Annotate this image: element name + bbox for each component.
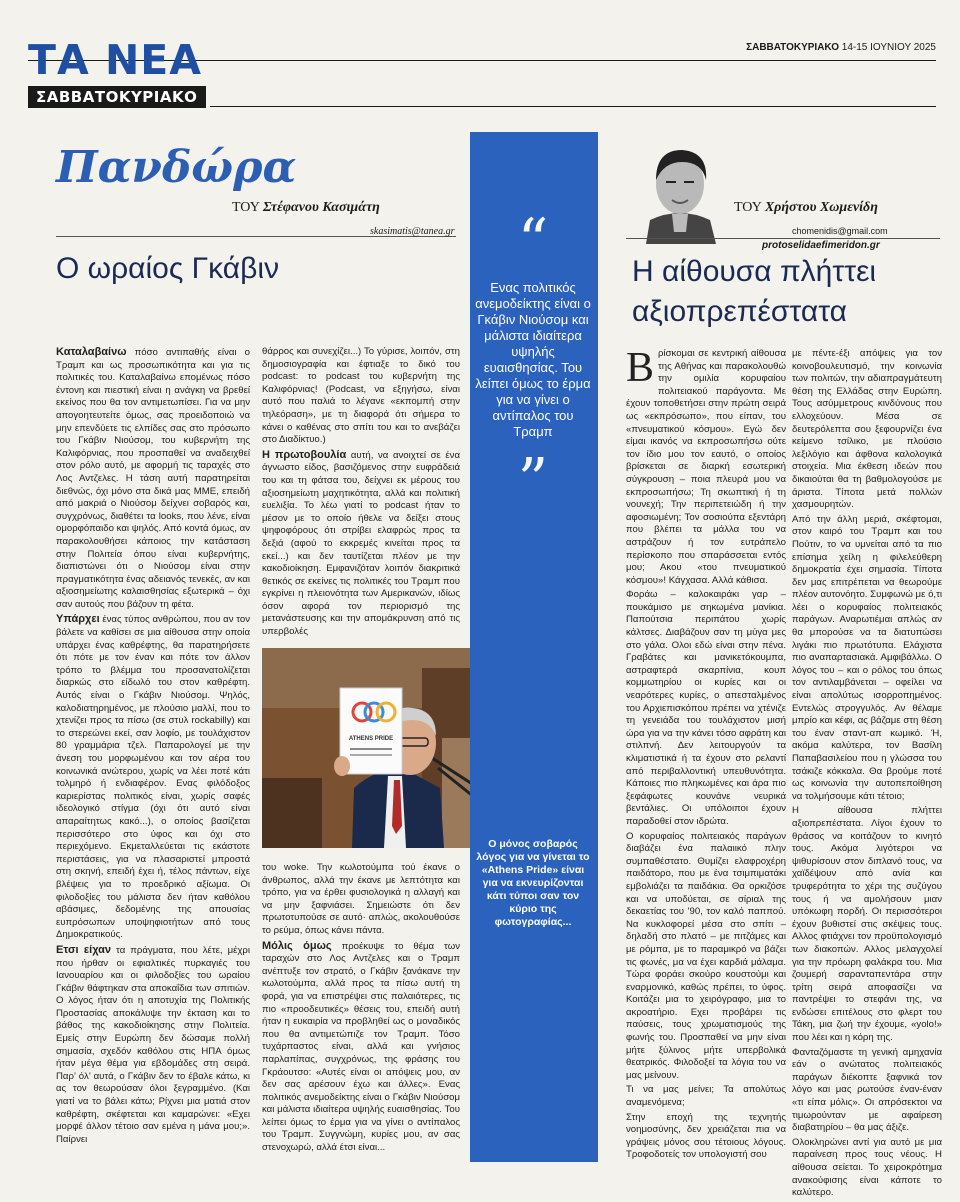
right-paragraph — [792, 805, 942, 1044]
paragraph-text: Φοράω – καλοκαιράκι γαρ – πουκάμισο με σηκωμένα μανίκια. Παπούτσια περιπάτου χωρίς κάλτσες. Διαβάζουν σαν τη μύγα μες στο γάλα. Ολοι εδώ είναι στην πένα. Γραβάτες και μανικετόκουμπα, αστραφτερά σκαρπίνια, κουπ κομμωτηρίου οι κυρίες και οι νεαρότερες κυρίες, ο απεσταλμένος του Αρχιεπισκόπου πρέπει να χτένιζε τη γενειάδα του τουλάχιστον μισή ώρα για να την κάνει τόσο αφράτη και στιλπνή. Δεν λειτουργούν τα κλιματιστικά ή τα έχουν στο ρελαντί από περιβαλλοντική υπευθυνότητα. Κάποιες πιο πληκωμένες και άρα πιο ξεφάφωτες κουνάνε νευρικά βεντάλιες. Οι υπόλοιποι έχουν παραδοθεί στον ιδρώτα. — [626, 589, 786, 827]
left-paragraph — [56, 944, 250, 1147]
right-paragraph — [792, 348, 942, 512]
article-photo — [262, 648, 494, 848]
paragraph-lead: Ετσι είχαν — [56, 943, 112, 956]
left-author-email[interactable]: skasimatis@tanea.gr — [370, 226, 455, 237]
paragraph-text: με πέντε-έξι απόψεις για τον κοινοβουλευτισμό, την κοινωνία των πολιτών, την αδιαπραγμάτευτη θέση της Ελλάδας στην Ευρώπη. Τους ασύμμετρους κινδύνους που ελλοχεύουν. Μέσα σε δευτερόλεπτα σου ξεφουρνίζει ένα κείμενο τσίλικο, με πλούσιο λεξιλόγιο και άφθονα καλολογικά στοιχεία. Μια έκθεση ιδεών που δικαιούται θα τη βαθμολογούσε με άριστα. Τίποτα μετά πολλών χασμουρητών. — [792, 348, 942, 511]
right-paragraph — [792, 514, 942, 804]
paragraph-text: Ο κορυφαίος πολιτειακός παράγων διαβάζει ένα παλαιικό πλην συμπαθέστατο. Θυμίζει ελαφροχέρη παιδάτορο, που με ένα τσιμπιματάκι εμβολιάζει τα παιδάκια. Θα ορκιζόσε και να υποδύεται, σε σίριαλ της δεκαετίας του '90, τον καλό παππού. Να κυκλοφορεί μέσα στο σπίτι – δηλαδή στο πλατό – με πιτζάμες και με ρόμπα, με το παραμικρό να βάζει τις φωνές, μα να έχει καρδιά μάλαμα. Τώρα φοράει σκούρο κουστούμι και εναρμονικό, καθώς πρέπει, το ύφος. Κοιτάζει μια το χειρόγραφο, μια το ακροατήριο. Εχει προβάρει τις παύσεις, τους χρωματισμούς της φωνής του. Προσπαθεί να μην είναι μήτε ξύλινος μήτε υπερβολικά θεατρικός. Φιλοδοξεί τα λόγια του να μας μείνουν. — [626, 830, 786, 1081]
left-byline-prefix: ΤΟΥ — [232, 200, 260, 215]
paragraph-lead: Καταλαβαίνω — [56, 346, 127, 358]
left-article-column-1 — [56, 346, 251, 1145]
right-article-column-1 — [626, 345, 786, 1161]
right-byline — [734, 200, 878, 216]
author-portrait — [626, 136, 734, 244]
right-paragraph — [626, 1084, 786, 1109]
left-article-column-2 — [262, 346, 460, 646]
newspaper-logo[interactable]: ΤΑ ΝΕΑ — [28, 36, 203, 84]
pullquote — [474, 206, 592, 516]
open-quote-icon: “ — [517, 206, 549, 276]
paragraph-text: θάρρος και συνεχίζει...) Το γύρισε, λοιπόν, στη δημοσιογραφία και έφτιαξε το δικό του podcast: το podcast του κυβερνήτη της Καλιφόρνιας! (Podcast, να εξηγήσω, είναι αυτό που παλιά το λέγανε «εκπομπή στην τηλεόραση», με τη διαφορά ότι σήμερα το κάνει ο καθένας στο σπίτι του και το ανεβάζει στο Διαδίκτυο.) — [262, 346, 460, 446]
edition-label: ΣΑΒΒΑΤΟΚΥΡΙΑΚΟ — [28, 86, 206, 108]
pullquote-text: Ενας πολιτικός ανεμοδείκτης είναι ο Γκάβιν Νιούσομ και μάλιστα ιδιαίτερα υψηλής ευαισθησίας. Του λείπει όμως το έρμα για να γίνει ο αντίπαλος του Τραμπ — [475, 280, 591, 439]
paragraph-text: Από την άλλη μεριά, σκέφτομαι, στον καιρό του Τραμπ και του Πούτιν, το να υμνείται από τα πιο επίσημα χείλη η φιλελεύθερη δημοκρατία έχει σημασία. Τίποτα δεν μας επιτρέπεται να θεωρούμε πλέον αυτονόητο. Συμφωνώ με ό,τι λέει ο κορυφαίος πολιτειακός παράγων. Αναρωτιέμαι απλώς αν θα μπορούσε να τα διατυπώσει λιγάκι πιο πρωτότυπα. Ελάχιστα πιο αναπαρτασιακά. Αμφιβάλλω. Ο λόγος του – και ο ρόλος του όπως τον αντιλαμβάνεται – οφείλει να είναι απολύτως ισορροπημένος. Εντελώς στρογγυλός. Αν θέλαμε μπρίο και κέφι, ας βάζαμε στη θέση του έναν σταντ-απ κωμικό. Ή, ακόμα καλύτερα, τον Βασίλη Παπαβασιλείου που η γλώσσα του τσάκιζε κόκκαλα. Θα βρούμε ποτέ ως κοινωνία την αυτοπεποίθηση να τολμήσουμε κάτι τέτοιο; — [792, 513, 942, 802]
left-paragraph — [56, 613, 250, 941]
paragraph-text: Στην εποχή της τεχνητής νοημοσύνης, δεν χρειάζεται πια να γράψεις μόνος σου τέτοιους λόγους. Τροφοδοτείς τον υπολογιστή σου — [626, 1111, 786, 1161]
right-paragraph — [626, 589, 786, 828]
column-kicker: Πανδώρα — [56, 142, 297, 193]
paragraph-text: του woke. Την κωλοτούμπα τού έκανε ο άνθρωπος, αλλά την έκανε με λεπτότητα και τρόπο, για να έρθει φυσιολογικά η αλλαγή και να μην ξαφνιάσει. Σημειώστε ότι δεν πρωτοτυπούσε σε αυτό· απλώς, ακολουθούσε το ρεύμα, όπως κάνει πάντα. — [262, 862, 460, 936]
paragraph-text: αυτή, να ανοιχτεί σε ένα άγνωστο είδος, βασιζόμενος στην ευφράδειά του και τη φάτσα του, δείχνει εκ μέρους του αξιοσημείωτη μαχητικότητα, αλλά και πολιτική ευελιξία. Το λέω γιατί το podcast ήταν το μέσον με το οποίο ήθελε να δείξει στους ψηφοφόρους ότι στρίβει ελαφρώς προς τα δεξιά (αφού το εκκρεμές κινείται προς τα εκεί...) και δεν ταυτίζεται πλέον με την κακοδιοίκηση. Εμφανιζόταν λοιπόν διακριτικά θετικός σε εκείνες τις πολιτικές του Τραμπ που εγκρίνει η πλειονότητα των Αμερικανών, ιδίως όσον αφορά τον περιορισμό της μετανάστευσης και την απομάκρυνση από τις υπερβολές — [262, 449, 460, 638]
paragraph-text: προέκυψε το θέμα των ταραχών στο Λος Αντζελες και ο Τραμπ ανέπτυξε τον στρατό, ο Γκάβιν ξανάκανε την κωλοτούμπα, αλλά προς τα πίσω αυτή τη φορά, για να επιστρέψει στις παλαιότερες, τις πιο «προοδευτικές» θέσεις του, επειδή αυτή ήταν η ευκαιρία να προβληθεί ως ο μοναδικός που θα αντιμετώπιζε τον Τραμπ. Τόσο τυχάρπαστος είναι, αλλά και γνήσιος παρλαπίπας, συγχρόνως, της φράσης του Γκράουτσο: «Αυτές είναι οι απόψεις μου, αν δεν σας αρέσουν έχω και άλλες». Ενας πολιτικός ανεμοδείκτης είναι ο Γκάβιν Νιούσομ και μάλιστα ιδιαίτερα υψηλής ευαισθησίας. Του λείπει όμως το έρμα για να γίνει ο αντίπαλος του Τραμπ. Συγγνώμη, κυρίες μου, αν σας στενοχωρώ, αλλά έτσι είναι... — [262, 940, 460, 1154]
right-author-email[interactable]: chomenidis@gmail.com — [792, 226, 888, 236]
paragraph-text: Η αίθουσα πλήττει αξιοπρεπέστατα. Λίγοι έχουν το θράσος να κοιτάζουν το κινητό τους. Ακόμα λιγότεροι να ψιθυρίσουν στον διπλανό τους, να χαϊδέψουν από ανία και τρυφερότητα το χέρι της συζύγου τους ή να αμολήσουν μιαν υπόκωφη πορδή. Οι περισσότεροι έχουν βυθιστεί στις σκέψεις τους. Αλλος φτιάχνει τον προϋπολογισμό των διακοπών. Αλλος μελαγχολεί για την πρόωρη φαλάκρα του. Μια ζουμερή σαρανταπεντάρα στην τρίτη σειρά αποφασίζει να παντρέψει το στεφάνι της, να ενδώσει επιτέλους στο φλερτ του Τάκη, μια ζωή την έχουμε, «yolo!» που λέει και η κόρη της. — [792, 805, 942, 1044]
issue-date-label: ΣΑΒΒΑΤΟΚΥΡΙΑΚΟ — [746, 42, 839, 53]
right-author: Χρήστου Χωμενίδη — [764, 200, 878, 215]
paragraph-text: ρίσκομαι σε κεντρική αίθουσα της Αθήνας και παρακολουθώ την ομιλία κορυφαίου πολιτειακού παράγοντα. Με έχουν τοποθετήσει στην πρώτη σειρά ως «εκπρόσωπο», που είπαν, του «πνευματικού κόσμου». Εγώ δεν είμαι ικανός να εκπροσωπήσω ούτε τον ίδιο μου τον εαυτό, ο οποίος βρίσκεται σε διαρκή εσωτερική σύγκρουση – ποια πλευρά μου να εκπροσωπήσω; Τη σκωπτική ή τη νουνεχή; Την περιπετειώδη ή την αφοσιωμένη; Τον σοσιούπα εξεντάρη που βλέπει τα μάλλα του να αστράζουν ή τον ευτράπελο περίσκοπο που σπαράσσεται εντός μου; Ακου «του πνευματικού κόσμου»! Κάγχασα. Αλλά κάθισα. — [626, 348, 786, 586]
paragraph-text: τα πράγματα, που λέτε, μέχρι που ήρθαν οι εφιαλτικές πυρκαγιές του Ιανουαρίου και οι φιλοδοξίες του ωραίου Γκάβιν θάφτηκαν στα αποκαΐδια των σπιτιών. Ο λόγος ήταν ότι η αποτυχία της Πολιτικής Προστασίας αποκάλυψε την έκταση και το βάθος της κακοδιοίκησης στην Πολιτεία. Εμείς στην Ευρώπη δεν δώσαμε πολλή σημασία, σχεδόν καθόλου στις ΗΠΑ όμως ήταν μέγα θέμα για εβδομάδες στη σειρά. Παρ’ όλ’ αυτά, ο Γκάβιν δεν το έβαλε κάτω, κι ας τον θεωρούσαν όλοι ξεγραμμένο. (Και γιατί να το βάλει κάτω; Ρίχνει μια ματιά στον καθρέφτη, σκέφτεται και καμαρώνει: «Εχει μορφέ άλλον τέτοιο σαν εμένα η μάνα μου;». Παίρνει — [56, 944, 251, 1145]
photo-sign-text: ATHENS PRIDE — [348, 736, 394, 742]
right-author-site[interactable]: protoselidaefimeridon.gr — [762, 240, 880, 251]
left-byline — [232, 200, 380, 216]
right-article-column-2 — [792, 348, 942, 1199]
paragraph-text: Φανταζόμαστε τη γενική αμηχανία εάν ο ανώτατος πολιτειακός παράγων διέκοπτε ξαφνικά τον λόγο και μας ρωτούσε έναν-έναν «τι είπα μόλις». Οι απρόσεκτοι να τιμωρούνταν με αφαίρεση διαβατηρίου – θα μας άξιζε. — [792, 1046, 942, 1134]
left-article-column-3 — [262, 862, 460, 1154]
right-header-rule — [626, 238, 940, 239]
right-article-title: Η αίθουσα πλήττει αξιοπρεπέστατα — [632, 255, 877, 328]
left-paragraph — [262, 862, 460, 938]
right-paragraph — [626, 345, 786, 587]
left-paragraph — [262, 449, 460, 639]
left-paragraph — [56, 346, 250, 611]
right-paragraph — [792, 1047, 942, 1135]
author-portrait-image — [626, 136, 734, 244]
paragraph-lead: Η πρωτοβουλία — [262, 448, 347, 461]
close-quote-icon: ” — [517, 446, 549, 516]
left-article-title: Ο ωραίος Γκάβιν — [56, 252, 280, 285]
dropcap: Β — [626, 345, 655, 391]
paragraph-lead: Υπάρχει — [56, 613, 100, 626]
left-author: Στέφανου Κασιμάτη — [262, 200, 380, 215]
photo-parliament-speaker — [262, 648, 494, 848]
left-paragraph — [262, 940, 460, 1155]
right-paragraph — [626, 1112, 786, 1162]
right-byline-prefix: ΤΟΥ — [734, 200, 762, 215]
masthead-rule-lower — [210, 106, 936, 107]
paragraph-text: ένας τύπος ανθρώπου, που αν τον βάλετε να καθίσει σε μια αίθουσα στην οποία υπάρχει ένας καθρέφτης, θα παρατηρήσετε ότι πότε με τον έναν και πότε τον άλλον τρόπο το βλέμμα του προσανατολίζεται διαρκώς στο είδωλό του στον καθρέφτη. Αυτός είναι ο Γκάβιν Νιούσομ. Ψηλός, καλοδιατηρημένος, με πλούσιο μαλλί, που το χτενίζει προς τα πίσω (σε στυλ rockabilly) και το στερεώνει εκεί, σαν λοφίο, με τουλάχιστον 80 γραμμάρια τζελ. Παπαρολογεί με την άνεση του μορφωμένου και τον αέρα του κοινωνικά ανώτερου, χωρίς να λέει ποτέ κάτι τολμηρό ή ενδιαφέρον. Ενας φιλόδοξος καριερίστας πολιτικός είναι, χωρίς σαφές ιδεολογικό στίγμα (όχι ότι αυτό είναι απαραίτητως κακό...), ο οποίος βασίζεται περισσότερο στο ύφος και όχι στο περιεχόμενο. Εκμεταλλεύεται τις εκάστοτε περιστάσεις, για να πλασαριστεί μπροστά στη σκηνή, επειδή έχει ή, τέλος πάντων, είχε βλέψεις για το προεδρικό αξίωμα. Οι φιλοδοξίες του μάλιστα δεν ήταν καθόλου αβάσιμες, δεδομένης της απουσίας ευπρόσωπων υποψηφιοτήτων από τους Δημοκρατικούς. — [56, 614, 250, 941]
issue-date-value: 14-15 ΙΟΥΝΙΟΥ 2025 — [841, 42, 936, 53]
paragraph-text: Ολοκληρώνει αντί για αυτό με μια παραίνεση προς τους νέους. Η αίθουσα σείεται. Το χειροκρότημα ανακούφισης είναι κάποτε το καλύτερο. — [792, 1136, 942, 1199]
paragraph-lead: Μόλις όμως — [262, 939, 332, 952]
issue-date — [746, 42, 936, 53]
paragraph-text: πόσο αντιπαθής είναι ο Τραμπ και ως προσωπικότητα και για τις πολιτικές του. Καταλαβαίνω επομένως πόσο έντονη και πιεστική είναι η ανάγκη να βρεθεί εκείνος που θα τον αντιμετωπίσει. Για να μην απογοητευτείτε όμως, σας προειδοποιώ να μην επενδύετε τις ελπίδες σας στο πρόσωπο του Γκάβιν Νιούσομ, του κυβερνήτη της Καλιφόρνιας, που προσπαθεί να αναδειχθεί στον ρόλο αυτό, με αφορμή τις ταραχές στο Λος Αντζελες. Η τάση αυτή παρατηρείται διεθνώς, όχι μόνο στα δικά μας ΜΜΕ, επειδή από μακριά ο Νιούσομ δείχνει σοβαρός και, συγχρόνως, διαθέτει τα looks, που λένε, είναι ομορφόπαιδο και ψηλός. Από κοντά όμως, αν παρακολουθήσει κάποιος την κατάσταση στην Πολιτεία όπου είναι κυβερνήτης, διαπιστώνει ότι ο Νιούσομ είναι στην πραγματικότητα ένας αδειανός τενεκές, αν και αξιοσημείωτης καλαισθησίας εξωτερικά – όχι σαν αυτούς που βάζουν τη φέτα. — [56, 347, 250, 610]
photo-caption: Ο μόνος σοβαρός λόγος για να γίνεται το «Athens Pride» είναι για να εκνευρίζονται κάτι τύποι σαν τον κύριο της φωτογραφίας... — [476, 838, 590, 928]
paragraph-text: Τι να μας μείνει; Τα απολύτως αναμενόμενα; — [626, 1084, 786, 1109]
left-paragraph — [262, 346, 460, 447]
right-paragraph — [626, 831, 786, 1083]
right-paragraph — [792, 1137, 942, 1200]
